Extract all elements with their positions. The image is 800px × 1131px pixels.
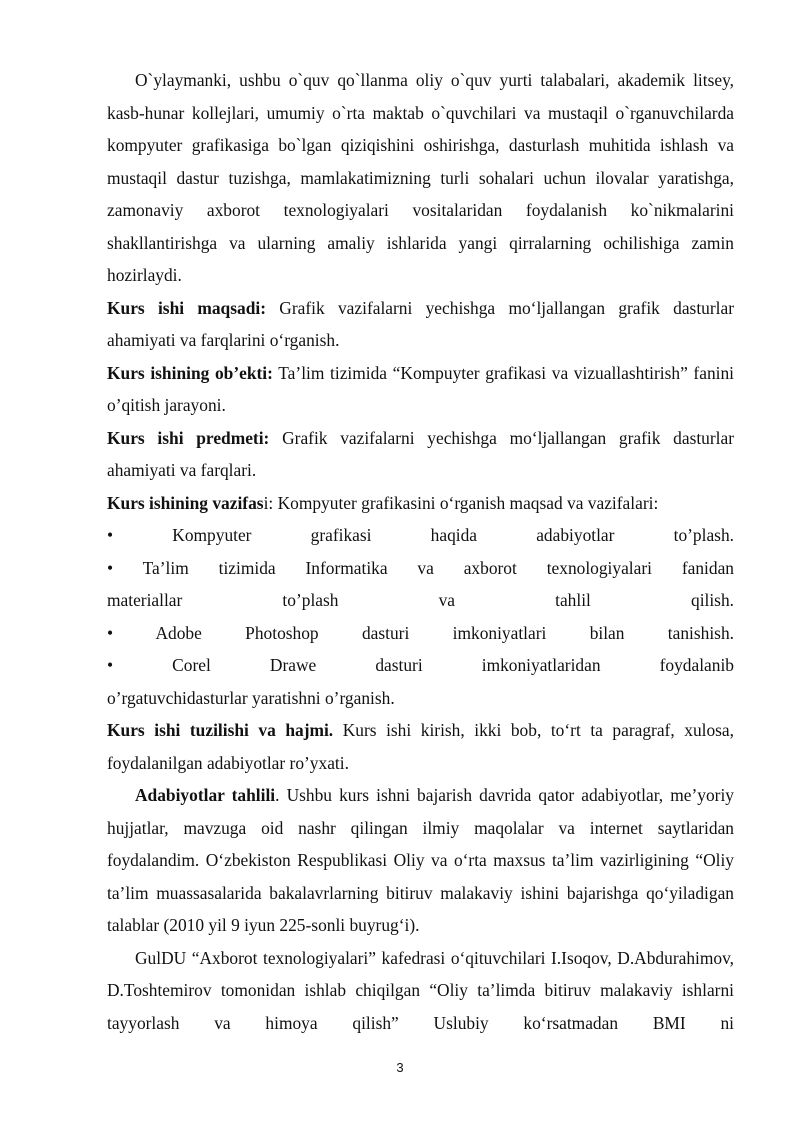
intro-paragraph: O`ylaymanki, ushbu o`quv qo`llanma oliy o`quv yurti talabalari, akademik litsey, kasb-hunar kollejlari, umumiy o`rta maktab o`quvchilari va mustaqil o`rganuvchilarda kompyuter grafikasiga bo`lgan qiziqishini oshirishga, dasturlash muhitida ishlash va mustaqil dastur tuzishga, mamlakatimizning turli sohalari uchun ilovalar yaratishga, zamonaviy axborot texnologiyalari vositalaridan foydalanish ko`nikmalarini shakllantirishga va ularning amaliy ishlarida yangi qirralarning ochilishiga zamin hozirlaydi. (107, 70, 734, 285)
subject-text: Grafik vazifalarni yechishga mo‘ljallangan grafik dasturlar ahamiyati va farqlari. (107, 427, 734, 480)
literature-paragraph (107, 779, 734, 942)
structure-paragraph (107, 714, 734, 779)
tasks-label: Kurs ishining vazifas (107, 492, 264, 513)
object-label: Kurs ishining ob’ekti: (107, 362, 273, 383)
bullet-item-2-line-1: • Ta’lim tizimida Informatika va axborot texnologiyalari fanidan (107, 557, 734, 578)
goal-label: Kurs ishi maqsadi: (107, 297, 266, 318)
bullet-item-1: • Kompyuter grafikasi haqida adabiyotlar to’plash. (107, 525, 734, 545)
subject-paragraph (107, 422, 734, 487)
literature-text: . Ushbu kurs ishni bajarish davrida qator adabiyotlar, me’yoriy hujjatlar, mavzuga oid nashr qilingan ilmiy maqolalar va internet saytlaridan foydalandim. O‘zbekiston Respublikasi Oliy va o‘rta maxsus ta’lim vazirligining “Oliy ta’lim muassasalarida bakalavrlarning bitiruv malakaviy ishini bajarishga qo‘yiladigan talablar (2010 yil 9 iyun 225-sonli buyrug‘i). (107, 785, 734, 935)
structure-label: Kurs ishi tuzilishi va hajmi. (107, 720, 334, 740)
page-body (107, 64, 734, 1039)
tasks-paragraph (107, 487, 734, 520)
object-text: Ta’lim tizimida “Kompuyter grafikasi va vizuallashtirish” fanini o’qitish jarayoni. (107, 362, 734, 415)
goal-paragraph (107, 292, 734, 357)
subject-label: Kurs ishi predmeti: (107, 427, 270, 448)
goal-text: Grafik vazifalarni yechishga mo‘ljallangan grafik dasturlar ahamiyati va farqlarini o‘rganish. (107, 297, 734, 350)
structure-text: Kurs ishi kirish, ikki bob, to‘rt ta paragraf, xulosa, foydalanilgan adabiyotlar ro’yxati. (107, 720, 735, 773)
tasks-text: i: Kompyuter grafikasini o‘rganish maqsad va vazifalari: (263, 492, 659, 513)
bullet-item-2-line-2: materiallar to’plash va tahlil qilish. (107, 590, 734, 610)
bullet-item-4-line-1: • Corel Drawe dasturi imkoniyatlaridan foydalanib (107, 655, 734, 675)
page-number: 3 (396, 1060, 404, 1075)
guldu-paragraph: GulDU “Axborot texnologiyalari” kafedrasi o‘qituvchilari I.Isoqov, D.Abdurahimov, D.Toshtemirov tomonidan ishlab chiqilgan “Oliy ta’limda bitiruv malakaviy ishlarni tayyorlash va himoya qilish” Uslubiy ko‘rsatmadan BMI ni (107, 947, 734, 1033)
object-paragraph (107, 357, 734, 422)
bullet-item-4-line-2: o’rgatuvchidasturlar yaratishni o’rganish. (107, 687, 395, 708)
bullet-item-3: • Adobe Photoshop dasturi imkoniyatlari bilan tanishish. (107, 622, 734, 643)
literature-label: Adabiyotlar tahlili (135, 785, 276, 805)
